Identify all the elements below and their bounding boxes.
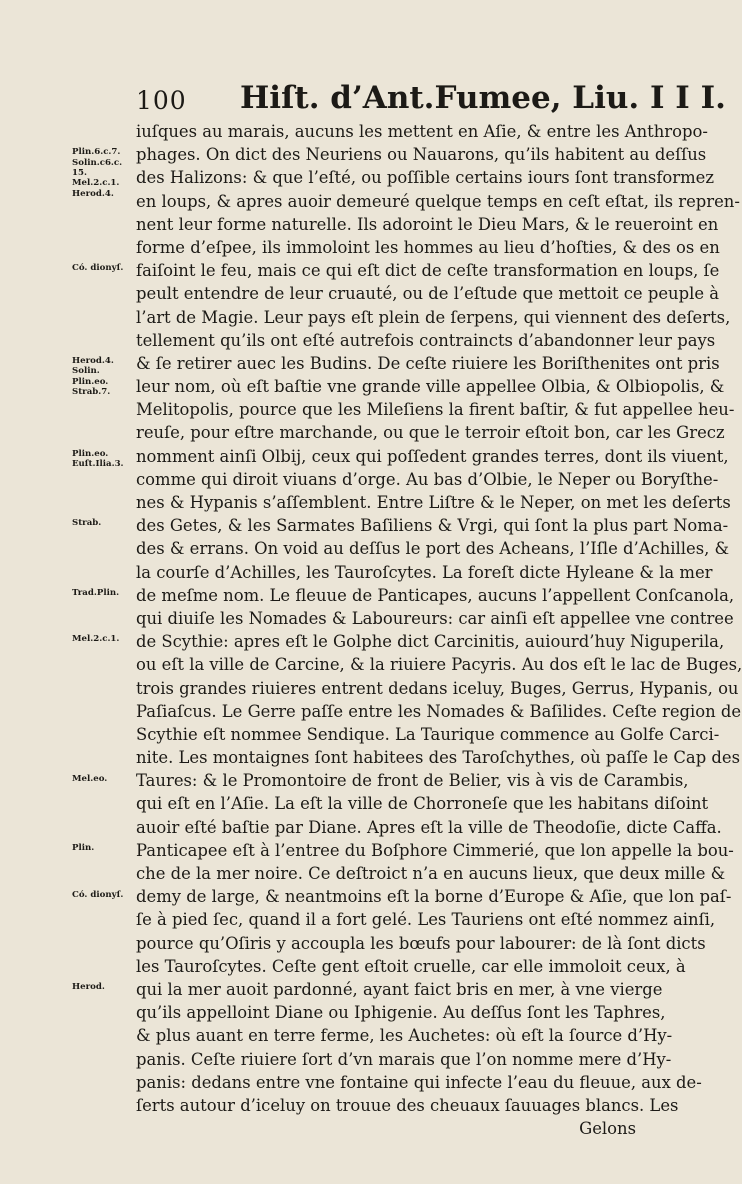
margin-note-line: Plin. (72, 843, 95, 854)
text-line: des & errans. On void au deſſus le port des Acheans, l’Iſle d’Achilles, & (136, 539, 730, 559)
margin-note-line: Strab.7. (72, 387, 111, 398)
margin-note (72, 263, 134, 273)
margin-note (72, 518, 134, 528)
text-line: iuſques au marais, aucuns les mettent en Aſie, & entre les Anthropo- (136, 122, 708, 141)
text-line: qui diuiſe les Nomades & Laboureurs: car ainſi eſt appellee vne contree (136, 608, 734, 628)
text-line: nite. Les montaignes ſont habitees des Taroſchythes, où paſſe le Cap des (136, 748, 741, 768)
text-line: & plus auant en terre ferme, les Auchetes: où eſt la ſource d’Hy- (136, 1026, 673, 1046)
text-line: l’art de Magie. Leur pays eſt plein de ſerpens, qui viennent des deſerts, (136, 307, 731, 327)
text-line: leur nom, où eſt baſtie vne grande ville appellee Olbia, & Olbiopolis, & (136, 377, 725, 397)
text-line: qui la mer auoit pardonné, ayant faict bris en mer, à vne vierge (136, 979, 663, 999)
margin-note-line: Trad.Plin. (72, 588, 120, 598)
margin-note (72, 356, 134, 398)
text-line: nent leur forme naturelle. Ils adoroint le Dieu Mars, & le reueroint en (136, 214, 719, 234)
text-line: les Tauroſcytes. Ceſte gent eſtoit cruelle, car elle immoloit ceux, à (136, 956, 686, 976)
text-line: ou eſt la ville de Carcine, & la riuiere Pacyris. Au dos eſt le lac de Buges, (136, 655, 742, 675)
margin-note (72, 982, 134, 992)
text-line: des Halizons: & que l’eſté, ou poſſible certains iours ſont transformez (136, 168, 714, 188)
text-line: pource qu’Oſiris y accoupla les bœufs pour labourer: de là ſont dicts (136, 933, 706, 953)
margin-note-line: Herod.4. (72, 356, 114, 366)
text-line: de Scythie: apres eſt le Golphe dict Carcinitis, auiourd’huy Niguperila, (136, 632, 725, 652)
text-line: che de la mer noire. Ce deſtroict n’a en aucuns lieux, que deux mille & (136, 864, 726, 883)
text-line: Taures: & le Promontoire de front de Belier, vis à vis de Carambis, (136, 771, 689, 791)
margin-note-line: Mel.eo. (72, 773, 108, 784)
text-line: qu’ils appelloint Diane ou Iphigenie. Au deſſus ſont les Taphres, (136, 1003, 666, 1023)
text-line: auoir eſté baſtie par Diane. Apres eſt la ville de Theodoſie, dicte Caffa. (136, 817, 722, 837)
margin-notes (72, 120, 134, 1020)
margin-note-line: Có. dionyſ. (72, 889, 124, 900)
text-line: Paſiaſcus. Le Gerre paſſe entre les Nomades & Baſilides. Ceſte region de (136, 701, 742, 721)
running-title: Hiſt. d’Ant.Fumee, Liu. I I I. (240, 80, 726, 116)
margin-note-line: Herod. (72, 982, 105, 993)
margin-note-line: Strab. (72, 518, 102, 529)
text-line: trois grandes riuieres entrent dedans iceluy, Buges, Gerrus, Hypanis, ou (136, 678, 739, 698)
text-line: Panticapee eſt à l’entree du Boſphore Cimmerié, que lon appelle la bou- (136, 840, 734, 860)
margin-note-line: Mel.2.c.1. (72, 178, 120, 189)
text-line: de meſme nom. Le fleuue de Panticapes, aucuns l’appellent Conſcanola, (136, 585, 735, 605)
text-line: tellement qu’ils ont eſté autrefois contraincts d’abandonner leur pays (136, 330, 716, 350)
text-line: demy de large, & neantmoins eſt la borne d’Europe & Aſie, que lon paſ- (136, 887, 732, 907)
margin-note-line: Plin.eo. (72, 376, 109, 387)
margin-note-line: Plin.eo. (72, 448, 109, 459)
text-line: en loups, & apres auoir demeuré quelque temps en ceſt eſtat, ils repren- (136, 191, 740, 211)
margin-note-line: 15. (72, 168, 87, 178)
margin-note (72, 588, 134, 598)
margin-note-line: Solin. (72, 366, 100, 377)
margin-note-line: Mel.2.c.1. (72, 634, 120, 645)
margin-note (72, 147, 134, 199)
body-text (136, 120, 742, 1140)
page-number: 100 (136, 86, 187, 115)
catchword: Gelons (579, 1119, 636, 1139)
text-line: comme qui diroit viuans d’orge. Au bas d’Olbie, le Neper ou Boryſthe- (136, 469, 719, 489)
text-line: faiſoint le feu, mais ce qui eſt dict de ceſte transformation en loups, ſe (136, 261, 720, 281)
margin-note-line: Plin.6.c.7. (72, 147, 121, 158)
text-line: nomment ainſi Olbij, ceux qui poſſedent grandes terres, dont ils viuent, (136, 446, 729, 466)
text-line: reuſe, pour eſtre marchande, ou que le terroir eſtoit bon, car les Grecz (136, 423, 725, 443)
text-line: qui eſt en l’Aſie. La eſt la ville de Chorroneſe que les habitans diſoint (136, 794, 709, 814)
text-line: forme d’eſpee, ils immoloint les hommes au lieu d’hoſties, & des os en (136, 237, 720, 257)
text-line: peult entendre de leur cruauté, ou de l’eſtude que mettoit ce peuple à (136, 284, 720, 304)
margin-note (72, 774, 134, 784)
text-line: panis: dedans entre vne fontaine qui infecte l’eau du fleuue, aux de- (136, 1072, 702, 1092)
margin-note-line: Herod.4. (72, 188, 114, 199)
text-line: & ſe retirer auec les Budins. De ceſte riuiere les Boriſthenites ont pris (136, 353, 720, 373)
margin-note (72, 449, 134, 470)
margin-note (72, 890, 134, 900)
text-line: ſe à pied ſec, quand il a fort gelé. Les Tauriens ont eſté nommez ainſi, (136, 910, 716, 930)
text-line: la courſe d’Achilles, les Tauroſcytes. La foreſt dicte Hyleane & la mer (136, 562, 713, 582)
margin-note-line: Solin.c6.c. (72, 157, 123, 168)
page-header (136, 80, 726, 124)
margin-note (72, 634, 134, 644)
text-line: des Getes, & les Sarmates Baſiliens & Vrgi, qui ſont la plus part Noma- (136, 516, 729, 536)
text-line: ſerts autour d’iceluy on trouue des cheuaux ſauuages blancs. Les (136, 1095, 679, 1115)
text-line: Scythie eſt nommee Sendique. La Taurique commence au Golfe Carci- (136, 724, 720, 744)
text-line: Melitopolis, pource que les Mileſiens la firent baſtir, & fut appellee heu- (136, 400, 735, 420)
text-line: nes & Hypanis s’aſſemblent. Entre Liſtre & le Neper, on met les deſerts (136, 493, 731, 512)
margin-note-line: Euſt.Ilia.3. (72, 459, 124, 470)
margin-note (72, 843, 134, 853)
text-line: phages. On dict des Neuriens ou Nauarons, qu’ils habitent au deſſus (136, 145, 707, 165)
text-line: panis. Ceſte riuiere ſort d’vn marais que l’on nomme mere d’Hy- (136, 1049, 672, 1069)
margin-note-line: Có. dionyſ. (72, 263, 124, 274)
